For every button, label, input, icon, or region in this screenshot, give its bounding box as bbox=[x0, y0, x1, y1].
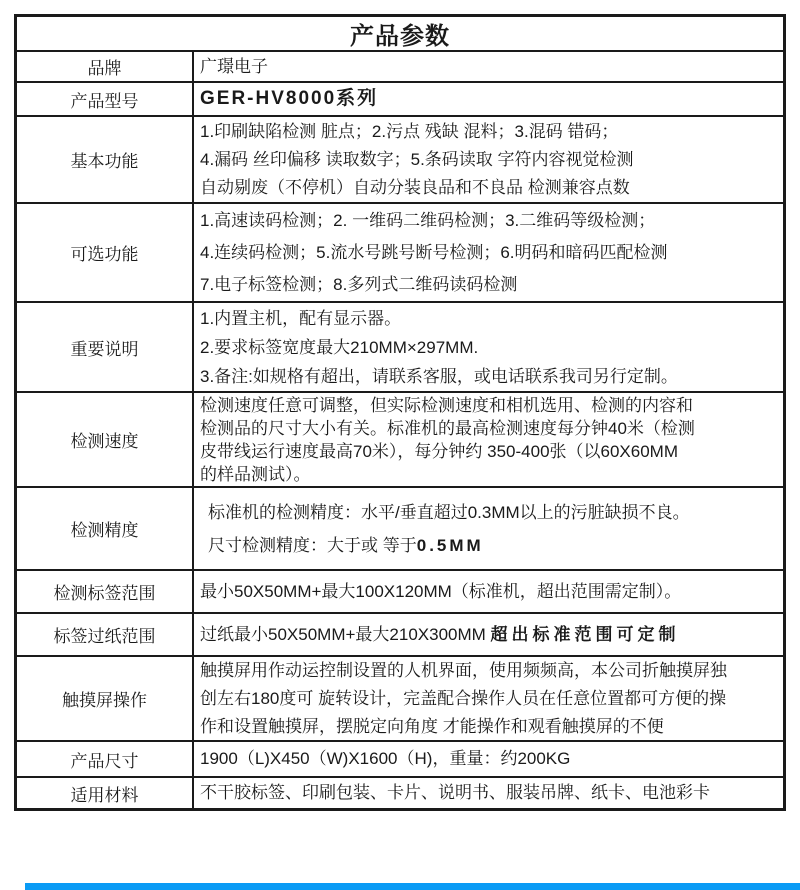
text-segment: 超出标准范围可定制 bbox=[490, 624, 680, 644]
row-value-line bbox=[200, 779, 779, 807]
row-value-line bbox=[200, 440, 779, 463]
table-row-materials bbox=[17, 778, 783, 808]
table-row-basic bbox=[17, 117, 783, 204]
row-label-label-range: 检测标签范围 bbox=[17, 571, 194, 612]
table-row-paper-range bbox=[17, 614, 783, 657]
text-segment: 的样品测试）。 bbox=[200, 464, 311, 484]
text-segment: 1.高速读码检测；2. 一维码二维码检测；3.二维码等级检测； bbox=[200, 210, 656, 230]
row-value-dimensions bbox=[194, 742, 783, 776]
table-row-notes bbox=[17, 303, 783, 393]
row-value-notes bbox=[194, 303, 783, 391]
text-segment: 1900（L)X450（W)X1600（H)，重量：约200KG bbox=[200, 749, 571, 768]
text-segment: 自动剔废（不停机）自动分装良品和不良品 检测兼容点数 bbox=[200, 177, 630, 197]
row-value-line bbox=[200, 85, 779, 113]
row-label-paper-range: 标签过纸范围 bbox=[17, 614, 194, 655]
row-value-basic bbox=[194, 117, 783, 202]
row-label-notes: 重要说明 bbox=[17, 303, 194, 391]
row-value-line bbox=[200, 463, 779, 486]
text-segment: 皮带线运行速度最高70米），每分钟约 350-400张（以60X60MM bbox=[200, 441, 678, 461]
table-row-precision bbox=[17, 488, 783, 571]
text-segment: 作和设置触摸屏，摆脱定向角度 才能操作和观看触摸屏的不便 bbox=[200, 716, 664, 736]
row-value-line bbox=[200, 53, 779, 81]
row-value-line bbox=[200, 118, 779, 146]
table-row-touchscreen bbox=[17, 657, 783, 742]
row-value-line bbox=[200, 237, 779, 269]
text-segment: 检测速度任意可调整，但实际检测速度和相机选用、检测的内容和 bbox=[200, 395, 693, 415]
table-row-dimensions bbox=[17, 742, 783, 778]
text-segment: 7.电子标签检测；8.多列式二维码读码检测 bbox=[200, 274, 518, 294]
row-value-line bbox=[200, 745, 779, 773]
text-segment: 尺寸检测精度：大于或 等于 bbox=[208, 535, 417, 555]
row-value-optional bbox=[194, 204, 783, 301]
text-segment: 创左右180度可 旋转设计，完盖配合操作人员在任意位置都可方便的操 bbox=[200, 688, 727, 708]
row-value-model bbox=[194, 83, 783, 115]
row-value-paper-range bbox=[194, 614, 783, 655]
row-label-touchscreen: 触摸屏操作 bbox=[17, 657, 194, 740]
table-row-label-range bbox=[17, 571, 783, 614]
row-label-optional: 可选功能 bbox=[17, 204, 194, 301]
table-row-optional bbox=[17, 204, 783, 303]
row-value-line bbox=[200, 362, 779, 391]
row-value-precision bbox=[194, 488, 783, 569]
row-value-line bbox=[200, 146, 779, 174]
row-value-line bbox=[200, 174, 779, 202]
row-value-line bbox=[200, 394, 779, 417]
row-value-line bbox=[200, 205, 779, 237]
row-label-basic: 基本功能 bbox=[17, 117, 194, 202]
row-label-materials: 适用材料 bbox=[17, 778, 194, 808]
table-row-brand bbox=[17, 52, 783, 83]
row-value-line bbox=[200, 269, 779, 301]
row-label-brand: 品牌 bbox=[17, 52, 194, 81]
row-value-line bbox=[200, 333, 779, 362]
row-value-line bbox=[200, 417, 779, 440]
row-label-dimensions: 产品尺寸 bbox=[17, 742, 194, 776]
text-segment: 最小50X50MM+最大100X120MM（标准机，超出范围需定制）。 bbox=[200, 581, 682, 601]
row-label-model: 产品型号 bbox=[17, 83, 194, 115]
row-label-speed: 检测速度 bbox=[17, 393, 194, 486]
row-value-label-range bbox=[194, 571, 783, 612]
text-segment: 4.连续码检测；5.流水号跳号断号检测；6.明码和暗码匹配检测 bbox=[200, 242, 668, 262]
row-value-line bbox=[200, 685, 779, 713]
row-value-line bbox=[208, 529, 779, 562]
text-segment: 3.备注:如规格有超出，请联系客服，或电话联系我司另行定制。 bbox=[200, 366, 678, 386]
row-value-line bbox=[200, 713, 779, 741]
row-value-touchscreen bbox=[194, 657, 783, 740]
row-value-line bbox=[200, 657, 779, 685]
row-value-speed bbox=[194, 393, 783, 486]
text-segment: 1.内置主机，配有显示器。 bbox=[200, 308, 402, 328]
product-spec-table bbox=[14, 14, 786, 811]
table-title: 产品参数 bbox=[17, 17, 783, 52]
text-segment: 触摸屏用作动运控制设置的人机界面，使用频频高，本公司折触摸屏独 bbox=[200, 660, 727, 680]
row-value-line bbox=[200, 304, 779, 333]
row-value-line bbox=[200, 621, 779, 649]
text-segment: 广璟电子 bbox=[200, 56, 268, 76]
text-segment: 标准机的检测精度：水平/垂直超过0.3MM以上的污脏缺损不良。 bbox=[208, 502, 690, 522]
row-value-materials bbox=[194, 778, 783, 808]
table-row-speed bbox=[17, 393, 783, 488]
table-row-model bbox=[17, 83, 783, 117]
table-rows bbox=[17, 52, 783, 808]
row-label-precision: 检测精度 bbox=[17, 488, 194, 569]
row-value-line bbox=[200, 578, 779, 606]
text-segment: 不干胶标签、印刷包装、卡片、说明书、服装吊牌、纸卡、电池彩卡 bbox=[200, 783, 710, 802]
text-segment: GER-HV8000系列 bbox=[200, 88, 379, 109]
text-segment: 1.印刷缺陷检测 脏点；2.污点 残缺 混料；3.混码 错码； bbox=[200, 121, 619, 141]
row-value-line bbox=[208, 496, 779, 529]
row-value-brand bbox=[194, 52, 783, 81]
text-segment: 过纸最小50X50MM+最大210X300MM bbox=[200, 624, 491, 644]
text-segment: 2.要求标签宽度最大210MM×297MM. bbox=[200, 337, 479, 357]
text-segment: 检测品的尺寸大小有关。标准机的最高检测速度每分钟40米（检测 bbox=[200, 418, 695, 438]
text-segment: 0.5MM bbox=[416, 535, 484, 555]
bottom-accent-bar bbox=[25, 883, 800, 890]
text-segment: 4.漏码 丝印偏移 读取数字；5.条码读取 字符内容视觉检测 bbox=[200, 149, 634, 169]
